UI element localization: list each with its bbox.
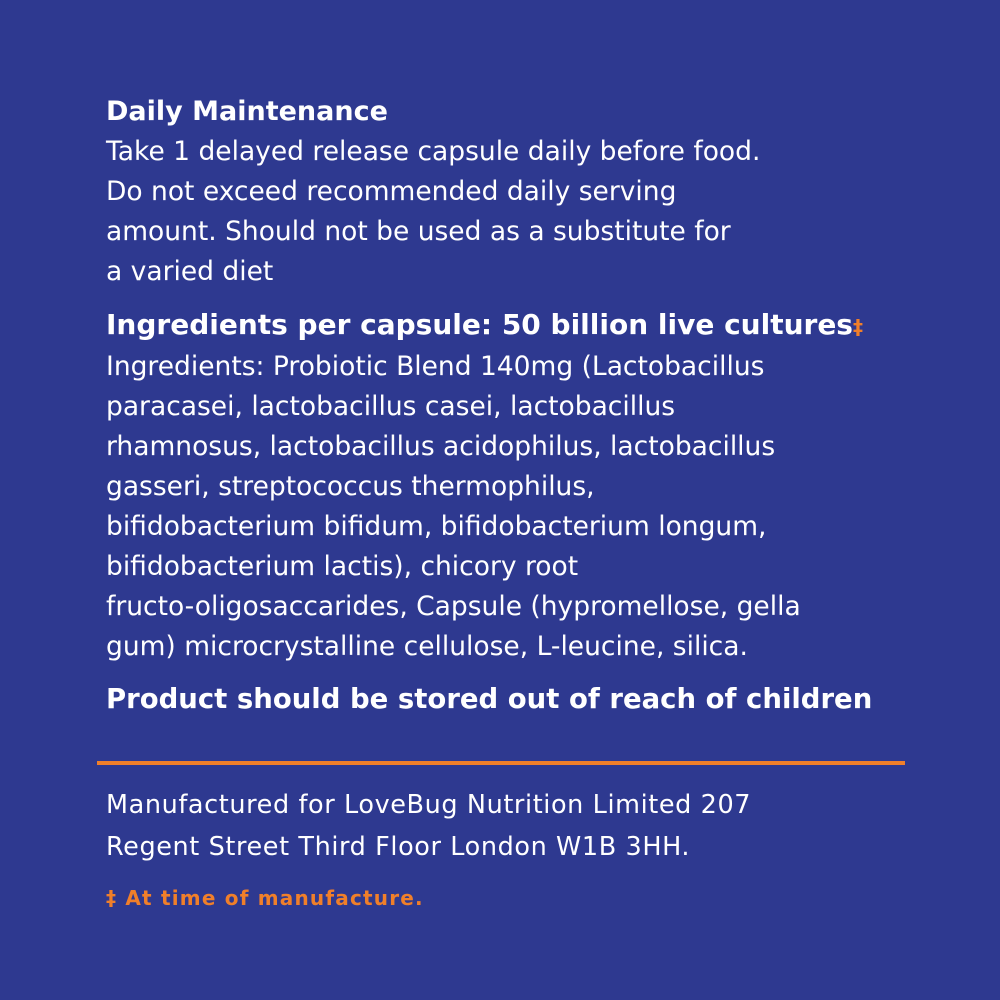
- ingredients-heading: [106, 305, 906, 347]
- daily-maintenance-text: [106, 132, 906, 292]
- daily-line: amount. Should not be used as a substitute for: [106, 216, 731, 247]
- footnote: ‡ At time of manufacture.: [106, 886, 424, 910]
- daily-line: Do not exceed recommended daily serving: [106, 176, 677, 207]
- manufacturer-line: Regent Street Third Floor London W1B 3HH.: [106, 832, 691, 862]
- ingredients-line: bifidobacterium bifidum, bifidobacterium longum,: [106, 511, 767, 542]
- ingredients-line: fructo-oligosaccarides, Capsule (hypromellose, gella: [106, 591, 801, 622]
- ingredients-text: [106, 347, 906, 667]
- ingredients-line: Ingredients: Probiotic Blend 140mg (Lactobacillus: [106, 351, 765, 382]
- manufacturer-line: Manufactured for LoveBug Nutrition Limited 207: [106, 790, 752, 820]
- ingredients-line: paracasei, lactobacillus casei, lactobacillus: [106, 391, 676, 422]
- storage-warning: Product should be stored out of reach of children: [106, 683, 873, 715]
- ingredients-heading-text: Ingredients per capsule: 50 billion live cultures: [106, 308, 853, 341]
- daily-line: Take 1 delayed release capsule daily before food.: [106, 136, 761, 167]
- ingredients-line: gum) microcrystalline cellulose, L-leucine, silica.: [106, 631, 748, 662]
- orange-divider: [97, 761, 905, 765]
- dagger-mark: ‡: [852, 315, 863, 339]
- daily-maintenance-heading: Daily Maintenance: [106, 96, 388, 127]
- ingredients-line: gasseri, streptococcus thermophilus,: [106, 471, 595, 502]
- manufacturer-info: [106, 784, 906, 868]
- label-panel: [106, 92, 906, 719]
- daily-line: a varied diet: [106, 256, 274, 287]
- ingredients-line: rhamnosus, lactobacillus acidophilus, lactobacillus: [106, 431, 776, 462]
- ingredients-line: bifidobacterium lactis), chicory root: [106, 551, 579, 582]
